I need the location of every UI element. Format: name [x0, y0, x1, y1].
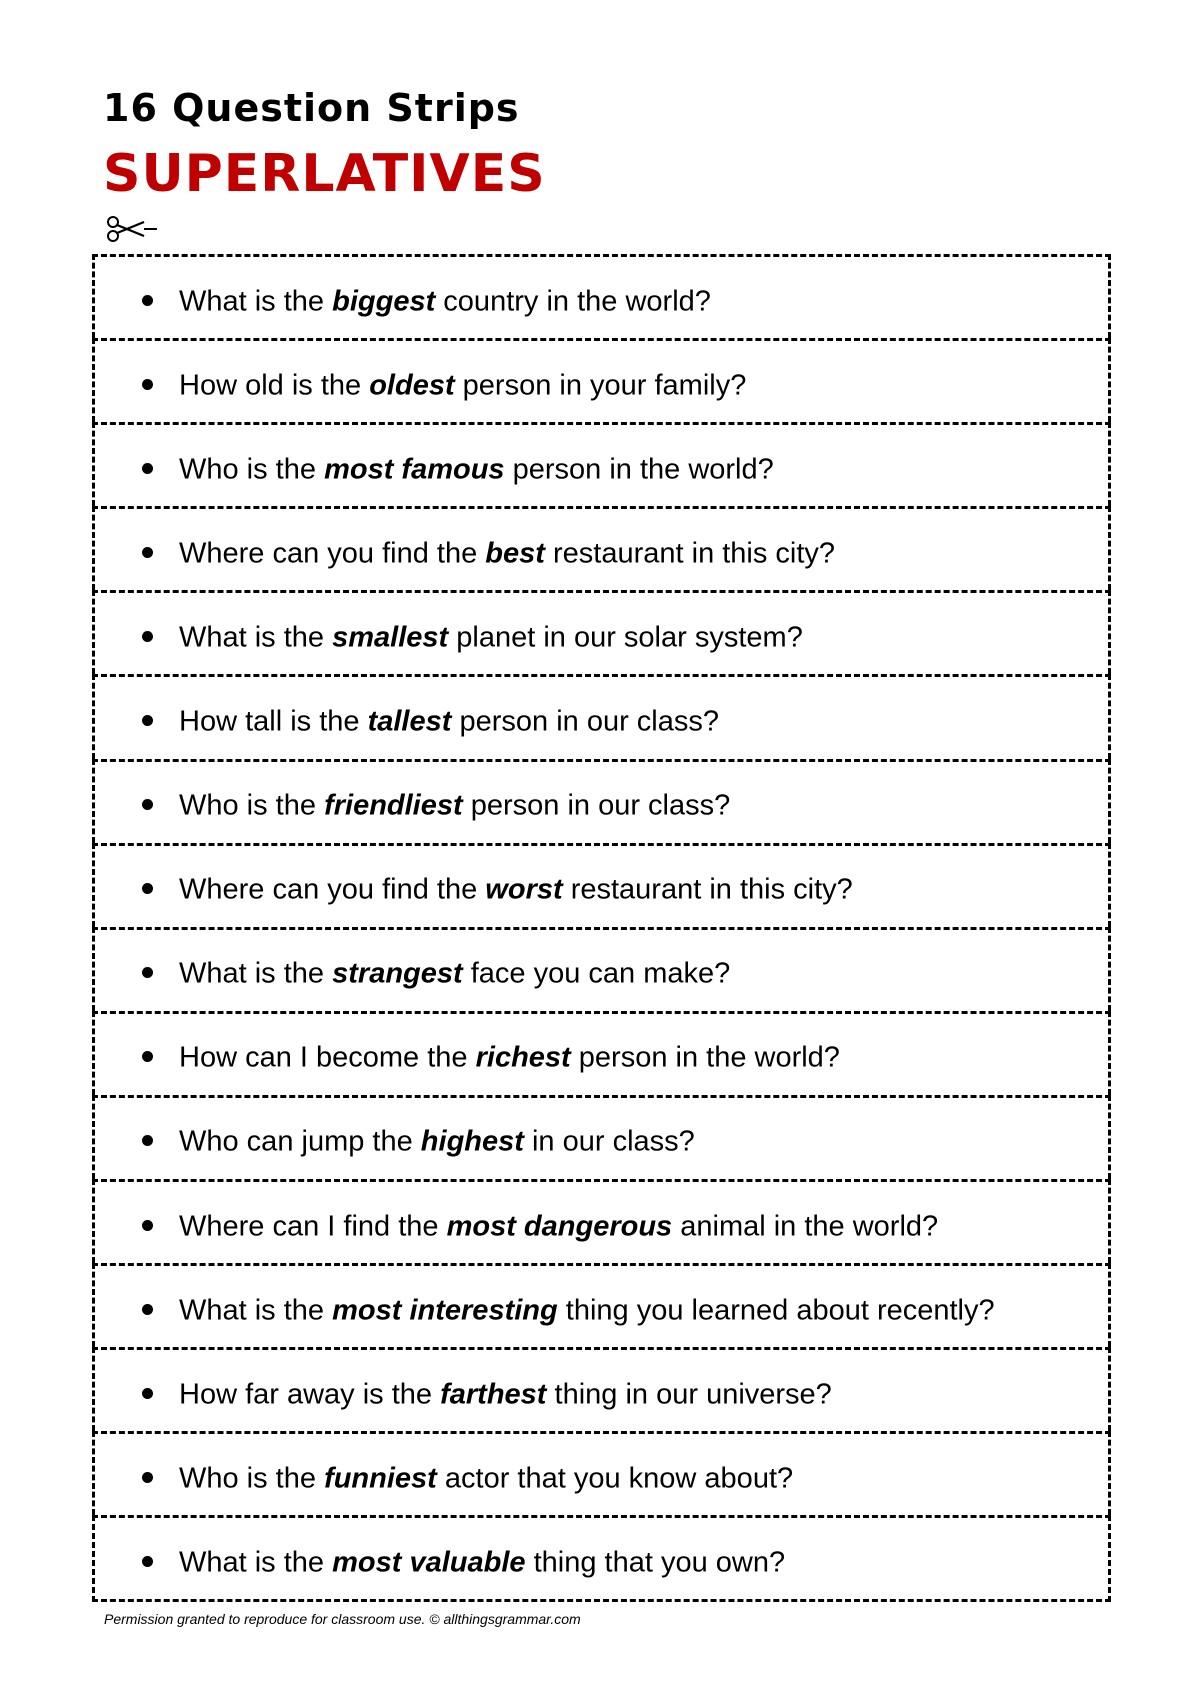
superlative-keyword: most famous: [324, 453, 505, 486]
scissors-icon: [104, 212, 158, 246]
bullet-icon: [142, 1304, 153, 1315]
superlative-keyword: richest: [475, 1041, 571, 1074]
question-strip: [92, 1515, 1111, 1602]
question-strip-list: [92, 254, 1111, 1600]
question-text: What is the most valuable thing that you own?: [179, 1546, 786, 1579]
page-subtitle: SUPERLATIVES: [103, 144, 546, 204]
question-text: Who can jump the highest in our class?: [179, 1125, 695, 1158]
superlative-keyword: strangest: [332, 957, 463, 990]
bullet-icon: [142, 463, 153, 474]
question-strip: [92, 1431, 1111, 1515]
bullet-icon: [142, 547, 153, 558]
question-text: Who is the most famous person in the world?: [179, 453, 774, 486]
superlative-keyword: farthest: [440, 1378, 547, 1411]
question-strip: [92, 1011, 1111, 1095]
superlative-keyword: tallest: [367, 705, 452, 738]
question-strip: [92, 843, 1111, 927]
question-strip: [92, 927, 1111, 1011]
bullet-icon: [142, 967, 153, 978]
superlative-keyword: friendliest: [324, 789, 463, 822]
question-text: What is the smallest planet in our solar system?: [179, 621, 803, 654]
question-strip: [92, 422, 1111, 506]
question-text: What is the most interesting thing you learned about recently?: [179, 1294, 995, 1327]
superlative-keyword: best: [485, 537, 545, 570]
bullet-icon: [142, 1388, 153, 1399]
bullet-icon: [142, 295, 153, 306]
bullet-icon: [142, 631, 153, 642]
question-text: Where can you find the worst restaurant in this city?: [179, 873, 853, 906]
superlative-keyword: most dangerous: [446, 1210, 673, 1243]
question-strip: [92, 759, 1111, 843]
superlative-keyword: worst: [485, 873, 563, 906]
question-text: How far away is the farthest thing in our universe?: [179, 1378, 832, 1411]
bullet-icon: [142, 1472, 153, 1483]
bullet-icon: [142, 1135, 153, 1146]
bullet-icon: [142, 1051, 153, 1062]
superlative-keyword: most valuable: [332, 1546, 526, 1579]
superlative-keyword: most interesting: [332, 1294, 558, 1327]
question-strip: [92, 1263, 1111, 1347]
question-text: What is the biggest country in the world?: [179, 285, 711, 318]
superlative-keyword: funniest: [324, 1462, 437, 1495]
question-text: How old is the oldest person in your family?: [179, 369, 747, 402]
bullet-icon: [142, 1220, 153, 1231]
superlative-keyword: highest: [420, 1125, 524, 1158]
page-title: 16 Question Strips: [103, 86, 520, 130]
superlative-keyword: smallest: [332, 621, 449, 654]
question-text: Who is the friendliest person in our class?: [179, 789, 731, 822]
copyright-footer: Permission granted to reproduce for classroom use. © allthingsgrammar.com: [104, 1611, 581, 1627]
question-strip: [92, 1095, 1111, 1179]
question-text: How tall is the tallest person in our class?: [179, 705, 719, 738]
bullet-icon: [142, 883, 153, 894]
question-strip: [92, 254, 1111, 338]
question-text: Where can you find the best restaurant in this city?: [179, 537, 836, 570]
question-strip: [92, 590, 1111, 674]
question-text: Who is the funniest actor that you know about?: [179, 1462, 794, 1495]
question-strip: [92, 506, 1111, 590]
bullet-icon: [142, 799, 153, 810]
bullet-icon: [142, 715, 153, 726]
question-text: What is the strangest face you can make?: [179, 957, 731, 990]
bullet-icon: [142, 1556, 153, 1567]
question-text: How can I become the richest person in the world?: [179, 1041, 840, 1074]
question-strip: [92, 1179, 1111, 1263]
question-strip: [92, 1347, 1111, 1431]
bullet-icon: [142, 379, 153, 390]
question-strip: [92, 338, 1111, 422]
superlative-keyword: biggest: [332, 285, 436, 318]
superlative-keyword: oldest: [369, 369, 455, 402]
question-text: Where can I find the most dangerous animal in the world?: [179, 1210, 939, 1243]
question-strip: [92, 674, 1111, 758]
